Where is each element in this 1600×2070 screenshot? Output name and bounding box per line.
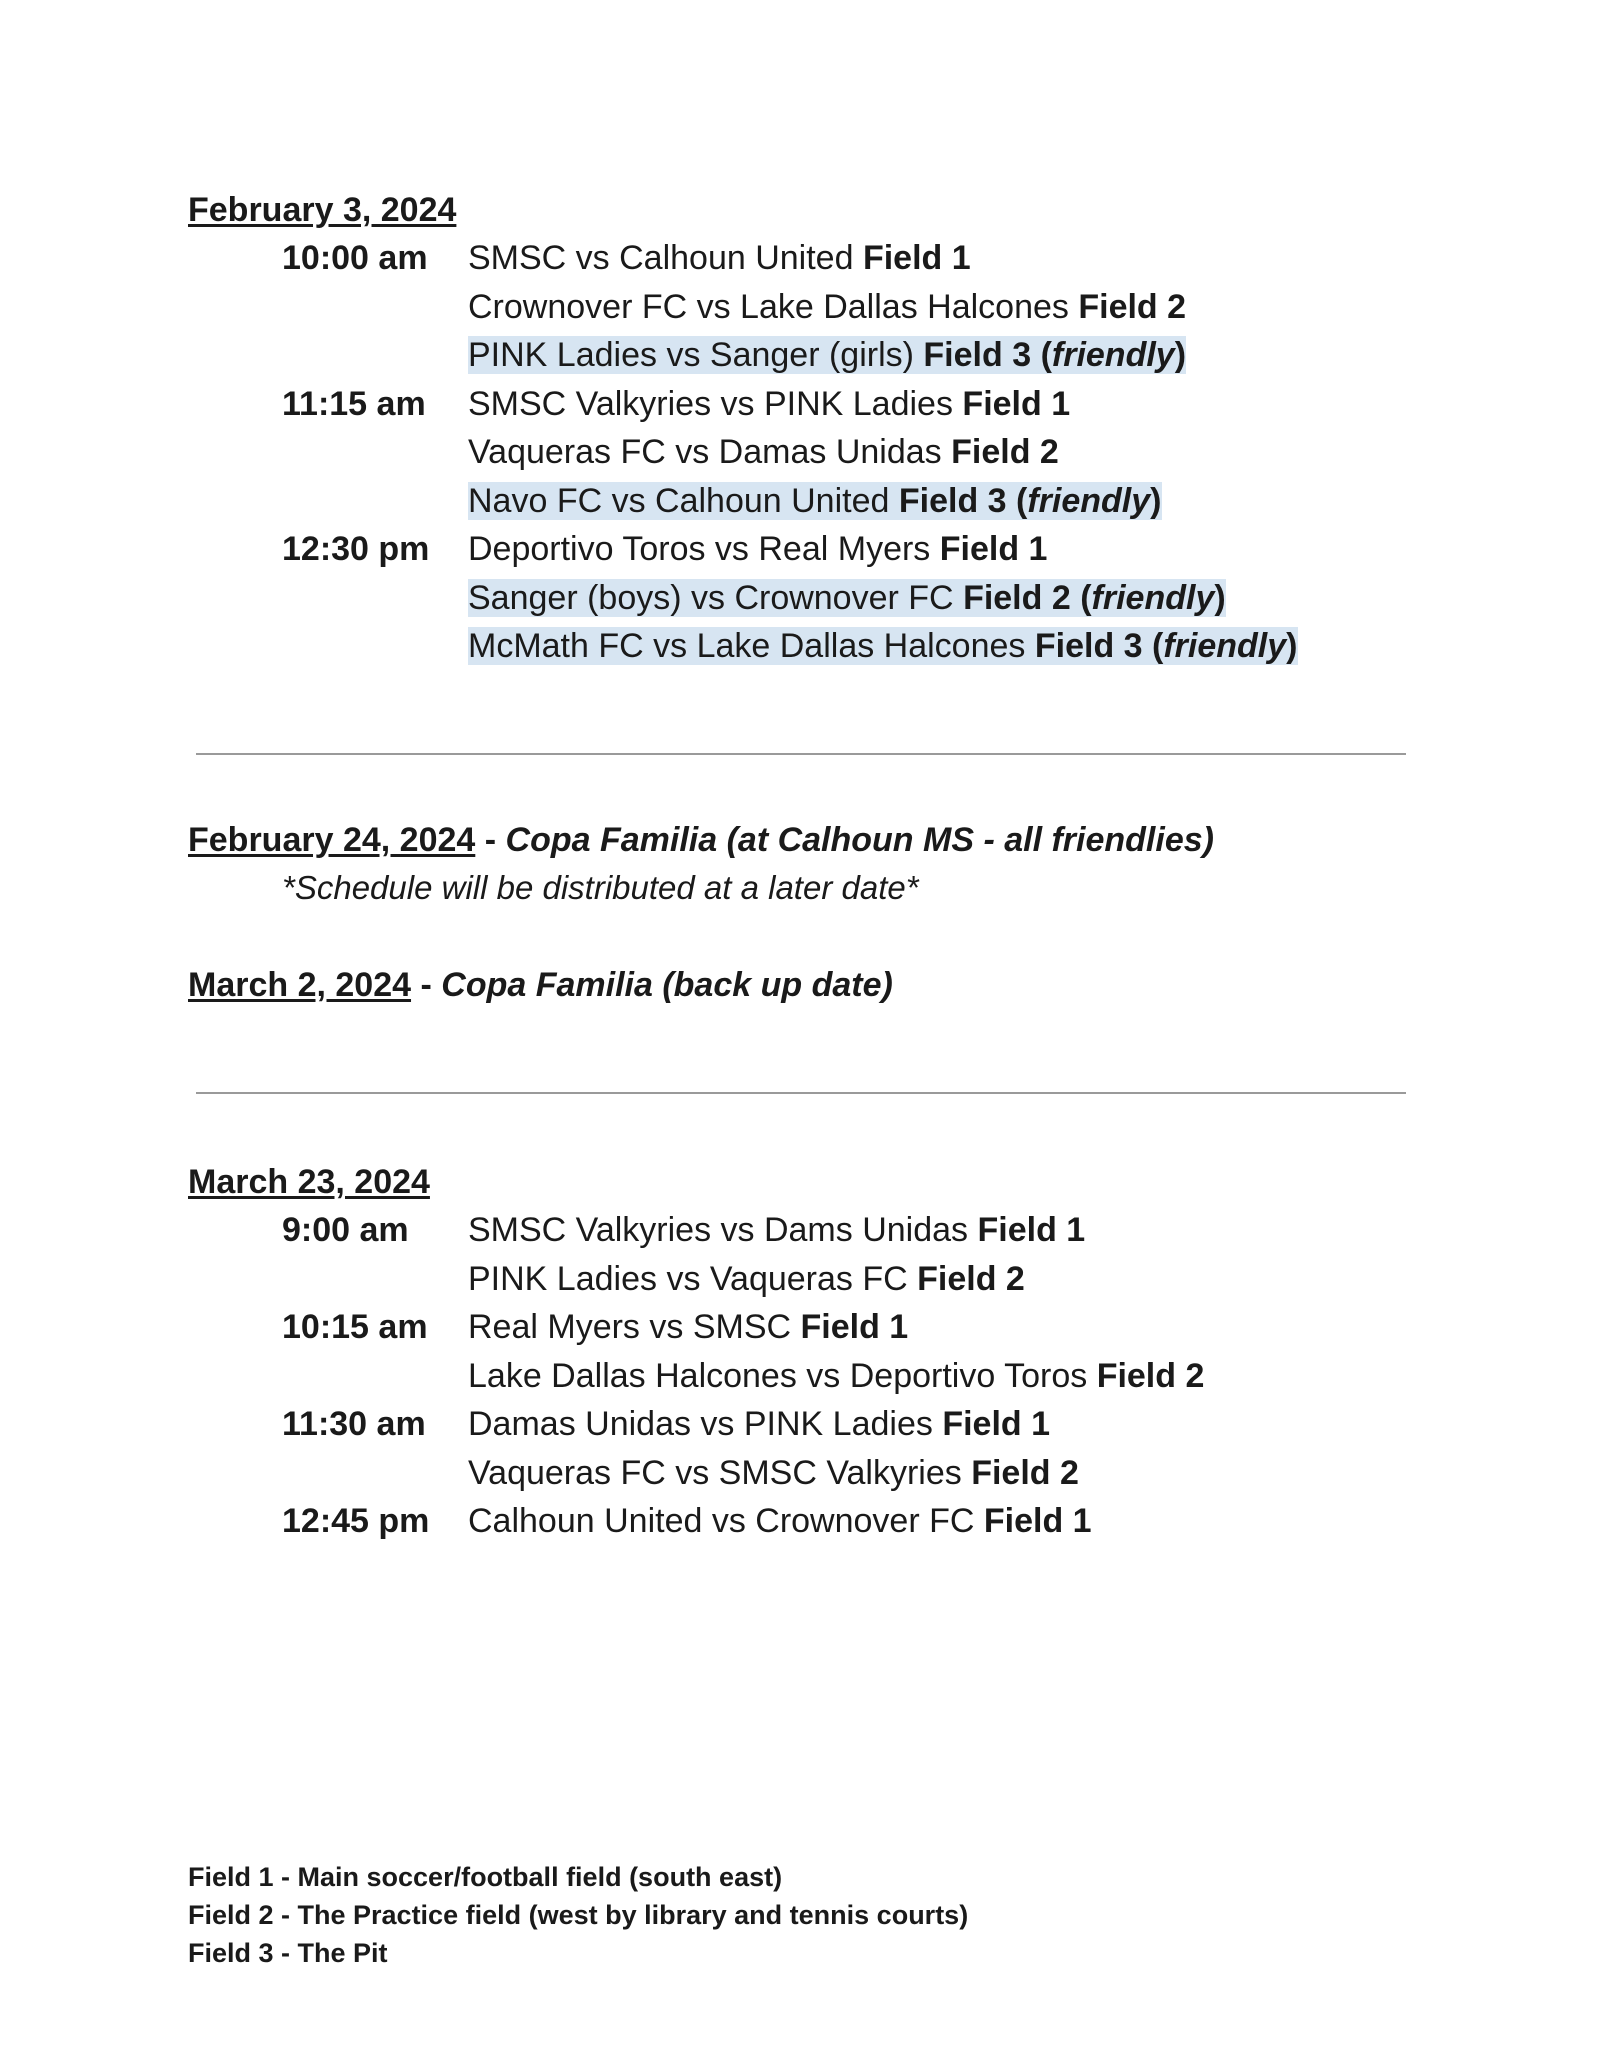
game-text: [468, 1260, 1025, 1298]
game-text: [468, 1502, 1092, 1540]
field-label: Field 1: [942, 1405, 1051, 1443]
friendly-tag: friendly: [1051, 336, 1175, 374]
paren-open: (: [1152, 627, 1164, 665]
section-divider: [196, 1092, 1406, 1094]
game-time: 10:00 am: [282, 239, 428, 277]
game-text: [468, 1454, 1079, 1492]
copa-familia-heading: [188, 820, 1214, 860]
game-entry: [468, 1303, 908, 1351]
match-teams: Calhoun United vs Crownover FC: [468, 1502, 975, 1540]
game-text: [468, 579, 1226, 617]
match-teams: Lake Dallas Halcones vs Deportivo Toros: [468, 1356, 1088, 1395]
paren-open: (: [1080, 578, 1092, 617]
game-text: [468, 627, 1298, 665]
backup-date: March 2, 2024: [188, 966, 412, 1004]
game-text: [468, 482, 1162, 520]
field-label: Field 1: [977, 1211, 1086, 1249]
field-label: Field 3: [923, 336, 1032, 374]
backup-heading: [188, 965, 893, 1005]
paren-open: (: [1016, 481, 1028, 520]
game-time: 12:45 pm: [282, 1502, 430, 1540]
section-date: February 3, 2024: [188, 191, 457, 229]
game-text: [468, 239, 971, 277]
copa-separator: -: [484, 821, 497, 859]
legend-field-2: Field 2 - The Practice field (west by library and tennis courts): [188, 1900, 969, 1930]
game-entry: [468, 1352, 1204, 1400]
match-teams: SMSC Valkyries vs Dams Unidas: [468, 1211, 969, 1249]
field-label: Field 1: [983, 1502, 1092, 1540]
field-label: Field 1: [962, 384, 1071, 423]
field-label: Field 2: [917, 1259, 1025, 1298]
match-teams: Crownover FC vs Lake Dallas Halcones: [468, 287, 1069, 326]
game-time: 11:15 am: [282, 384, 426, 423]
match-teams: Damas Unidas vs PINK Ladies: [468, 1405, 933, 1443]
game-entry: [468, 234, 971, 282]
game-text: [468, 288, 1186, 326]
paren-close: ): [1174, 336, 1187, 374]
copa-note: *Schedule will be distributed at a later date*: [282, 869, 919, 906]
game-text: [468, 433, 1059, 471]
game-text: [468, 1308, 908, 1346]
game-text: [468, 530, 1047, 568]
game-text: [468, 385, 1070, 423]
backup-separator: -: [420, 966, 432, 1004]
field-label: Field 2: [1078, 287, 1187, 326]
match-teams: Sanger (boys) vs Crownover FC: [468, 578, 954, 617]
field-legend: [188, 1858, 968, 1972]
game-entry: [468, 283, 1186, 331]
match-teams: Real Myers vs SMSC: [468, 1308, 792, 1346]
game-entry: [468, 1497, 1092, 1545]
match-teams: PINK Ladies vs Vaqueras FC: [468, 1259, 908, 1298]
field-label: Field 2: [963, 578, 1071, 617]
game-time: 9:00 am: [282, 1211, 409, 1249]
match-teams: PINK Ladies vs Sanger (girls): [468, 336, 914, 374]
game-text: [468, 1405, 1050, 1443]
friendly-tag: friendly: [1091, 578, 1215, 617]
game-entry: [468, 1255, 1025, 1303]
copa-date: February 24, 2024: [188, 821, 476, 859]
game-entry: [468, 622, 1298, 670]
field-label: Field 3: [1034, 627, 1143, 665]
game-entry: [468, 1449, 1079, 1497]
legend-field-1: Field 1 - Main soccer/football field (south east): [188, 1862, 783, 1892]
game-entry: [468, 574, 1226, 622]
paren-open: (: [1040, 336, 1052, 374]
section-date: March 23, 2024: [188, 1163, 430, 1201]
match-teams: Deportivo Toros vs Real Myers: [468, 530, 931, 568]
section-date-heading: [188, 190, 456, 230]
legend-field-3: Field 3 - The Pit: [188, 1938, 388, 1968]
field-label: Field 2: [971, 1453, 1079, 1492]
match-teams: Vaqueras FC vs SMSC Valkyries: [468, 1453, 962, 1492]
field-label: Field 1: [800, 1308, 909, 1346]
match-teams: McMath FC vs Lake Dallas Halcones: [468, 627, 1026, 665]
match-teams: SMSC Valkyries vs PINK Ladies: [468, 384, 953, 423]
field-label: Field 1: [939, 530, 1048, 568]
field-label: Field 2: [951, 433, 1059, 471]
game-text: [468, 1357, 1204, 1395]
backup-event: Copa Familia (back up date): [441, 966, 893, 1004]
game-entry: [468, 525, 1047, 573]
game-entry: [468, 477, 1162, 525]
game-entry: [468, 1400, 1050, 1448]
game-text: [468, 1211, 1085, 1249]
section-divider: [196, 753, 1406, 755]
friendly-tag: friendly: [1027, 481, 1151, 520]
match-teams: Navo FC vs Calhoun United: [468, 481, 890, 520]
game-time: 12:30 pm: [282, 530, 430, 568]
friendly-tag: friendly: [1163, 627, 1287, 665]
game-entry: [468, 1206, 1085, 1254]
game-time: 11:30 am: [282, 1405, 426, 1443]
game-time: 10:15 am: [282, 1308, 428, 1346]
paren-close: ): [1150, 481, 1162, 520]
game-text: [468, 336, 1186, 374]
match-teams: SMSC vs Calhoun United: [468, 239, 854, 277]
game-entry: [468, 428, 1059, 476]
game-entry: [468, 331, 1186, 379]
paren-close: ): [1286, 627, 1298, 665]
field-label: Field 2: [1096, 1356, 1205, 1395]
match-teams: Vaqueras FC vs Damas Unidas: [468, 433, 942, 471]
game-entry: [468, 380, 1070, 428]
section-date-heading: [188, 1162, 430, 1202]
field-label: Field 3: [898, 481, 1007, 520]
field-label: Field 1: [862, 239, 971, 277]
paren-close: ): [1214, 578, 1226, 617]
copa-event: Copa Familia (at Calhoun MS - all friendlies): [505, 821, 1214, 859]
